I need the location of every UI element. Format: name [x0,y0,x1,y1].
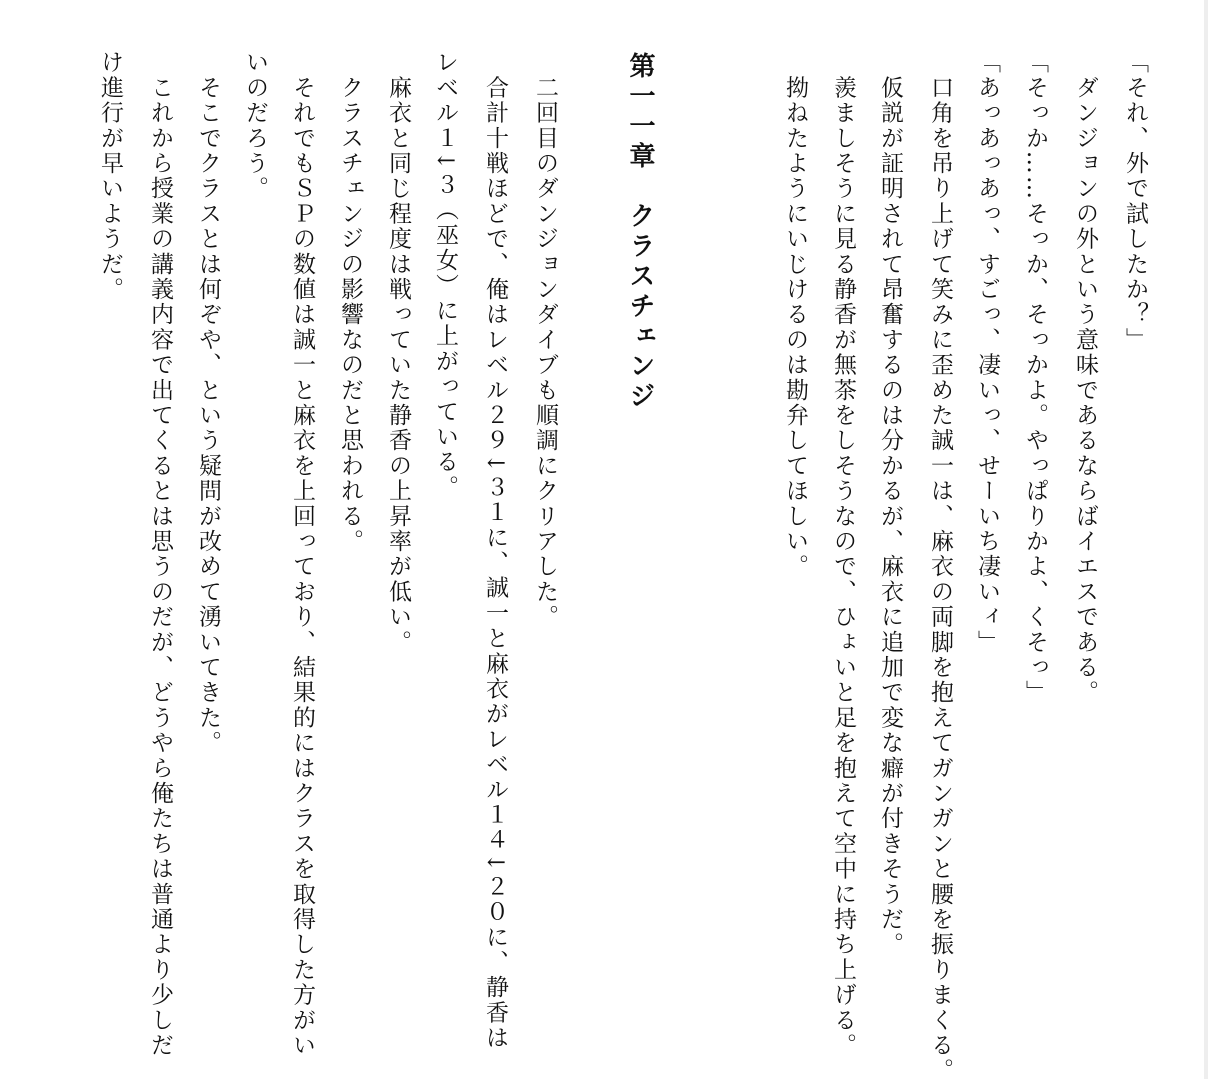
text-line: レベル１↓３（巫女）に上がっている。 [432,50,458,500]
text-line: それでもＳＰの数値は誠一と麻衣を上回っており、結果的にはクラスを取得した方がい [289,50,315,1058]
text-line: そこでクラスとは何ぞや、という疑問が改めて湧いてきた。 [195,50,221,756]
text-line: 「それ、外で試したか？」 [1122,50,1148,353]
text-line: 口角を吊り上げて笑みに歪めた誠一は、麻衣の両脚を抱えてガンガンと腰を振りまくる。 [927,50,953,1083]
text-line: いのだろう。 [242,50,268,202]
text-line: 二回目のダンジョンダイブも順調にクリアした。 [532,50,558,630]
text-line: 羨ましそうに見る静香が無茶をしそうなので、ひょいと足を抱えて空中に持ち上げる。 [830,50,856,1058]
text-line: 合計十戦ほどで、俺はレベル２９↓３１に、誠一と麻衣がレベル１４↓２０に、静香は [482,50,508,1051]
text-line: 拗ねたようにいじけるのは勘弁してほしい。 [782,50,808,580]
text-line: 麻衣と同じ程度は戦っていた静香の上昇率が低い。 [385,50,411,655]
chapter-title: 第一一章 クラスチェンジ [625,52,655,412]
text-line: 「あっあっあっ、すごっ、凄いっ、せーいち凄いィ」 [974,50,1000,655]
text-line: ダンジョンの外という意味であるならばイエスである。 [1072,50,1098,706]
text-line: これから授業の講義内容で出てくるとは思うのだが、どうやら俺たちは普通より少しだ [147,50,173,1058]
page-edge [1204,0,1208,1079]
text-line: 「そっか……そっか、そっかよ。やっぱりかよ、くそっ」 [1022,50,1048,706]
text-line: クラスチェンジの影響なのだと思われる。 [337,50,363,554]
text-line: け進行が早いようだ。 [97,50,123,302]
text-line: 仮説が証明されて昂奮するのは分かるが、麻衣に追加で変な癖が付きそうだ。 [877,50,903,958]
